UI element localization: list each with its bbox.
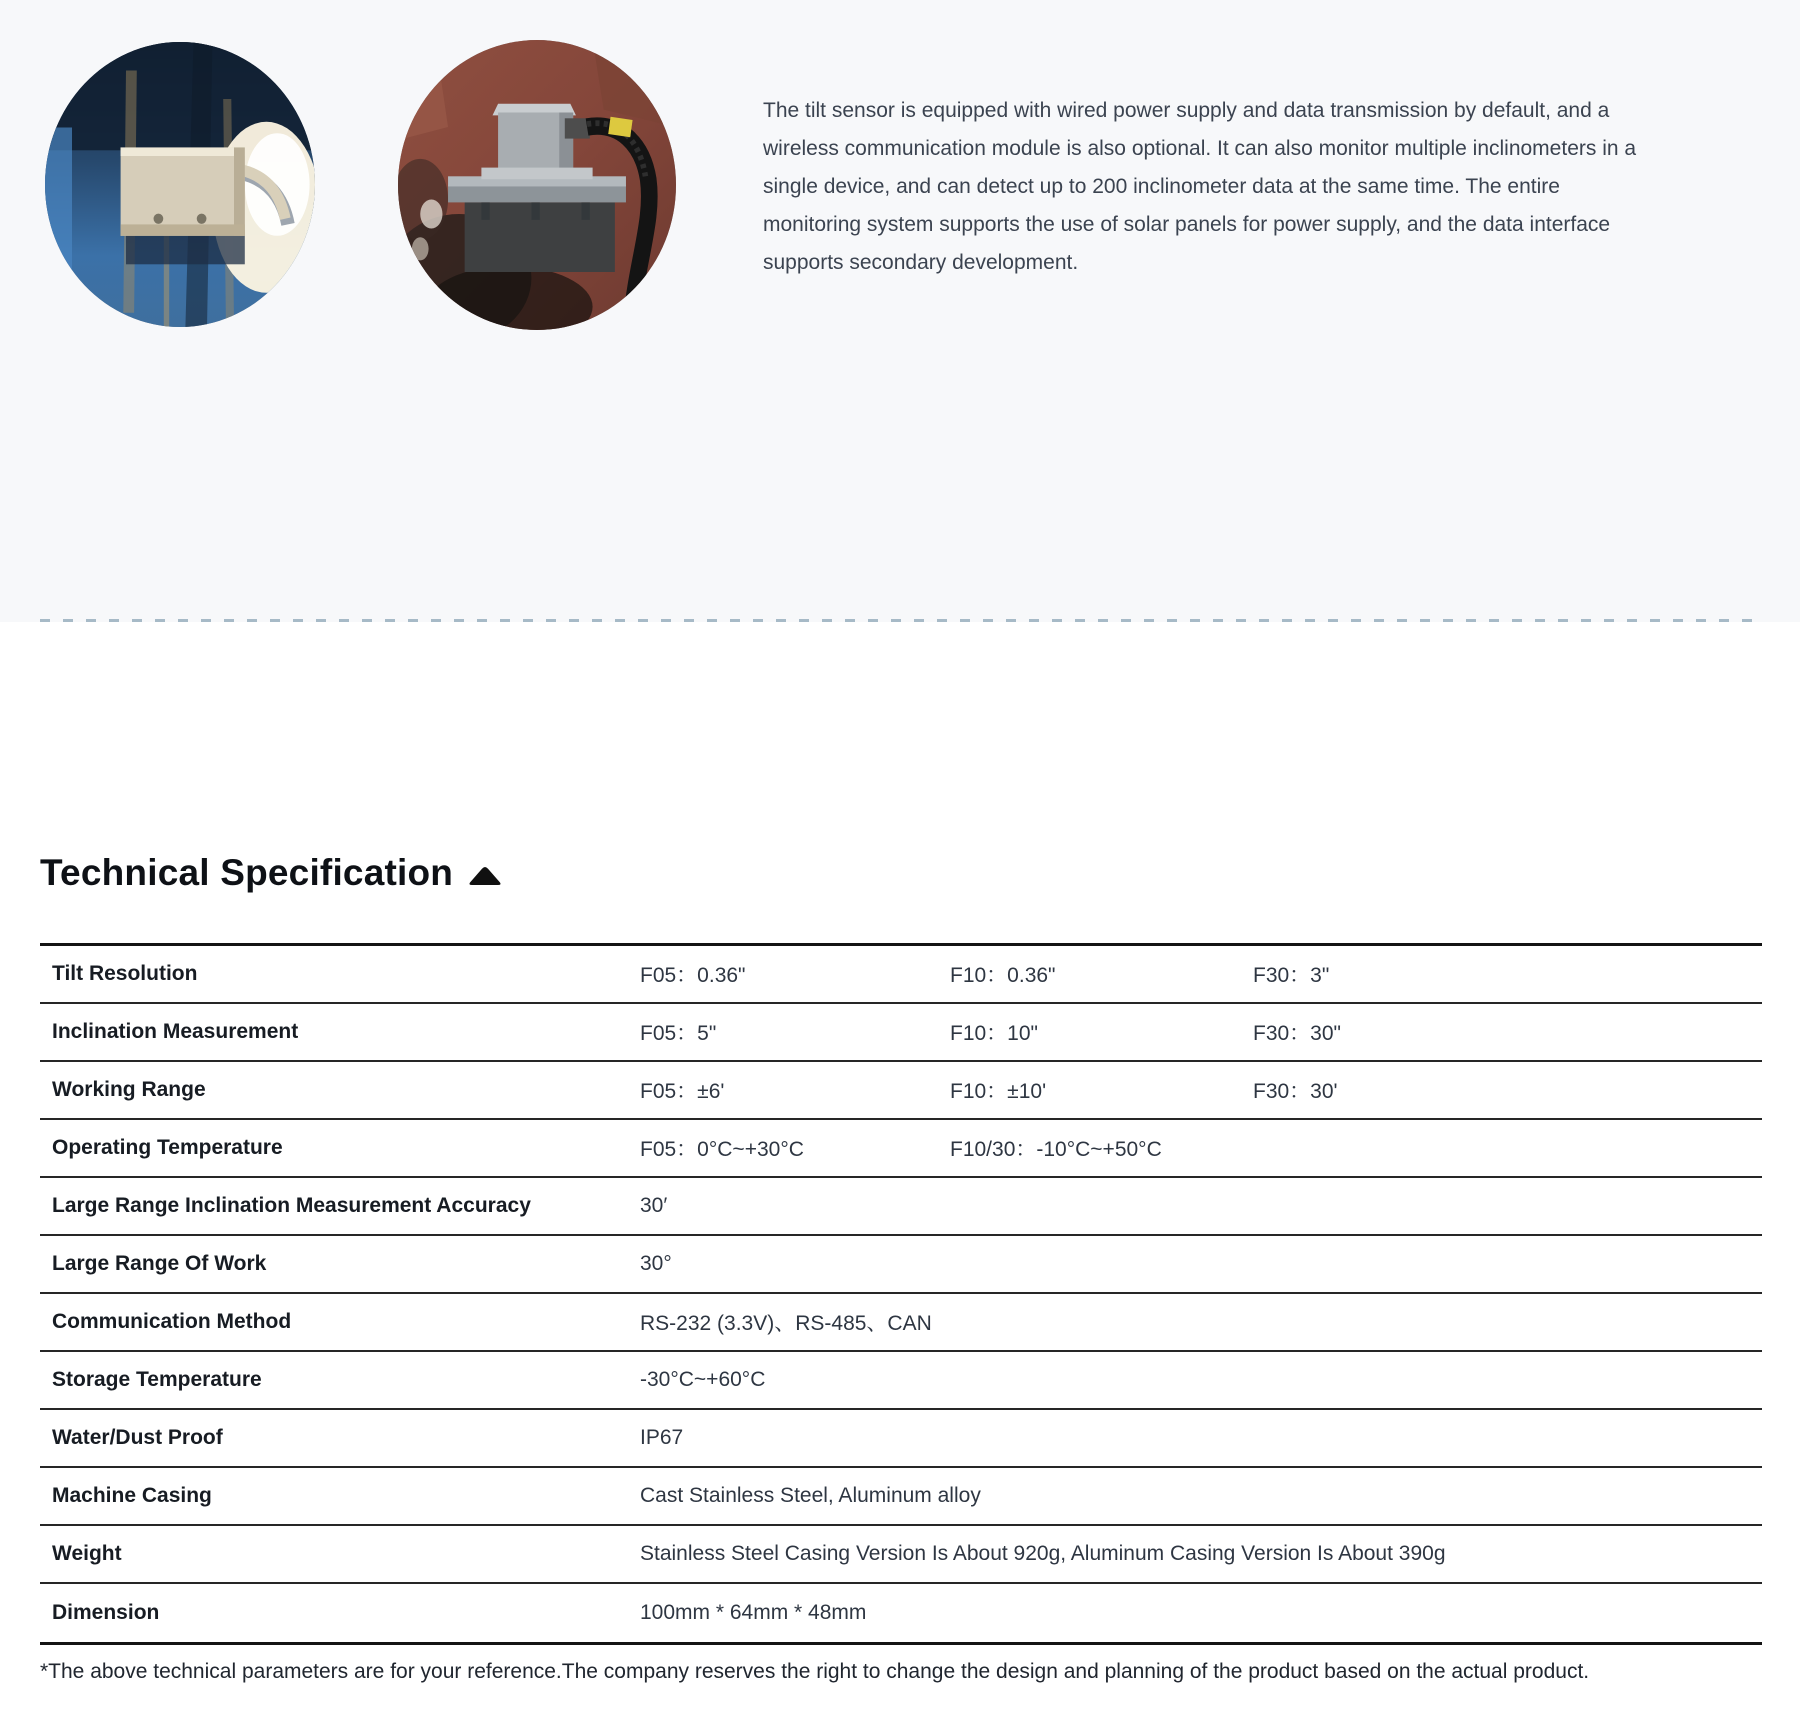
- spec-label: Weight: [52, 1542, 122, 1565]
- spec-label: Large Range Inclination Measurement Accuracy: [52, 1194, 531, 1217]
- spec-value: F10：±10': [950, 1080, 1047, 1103]
- table-row: [40, 1584, 1762, 1642]
- spec-value: IP67: [640, 1426, 684, 1449]
- table-row: [40, 1120, 1762, 1178]
- table-row: [40, 1468, 1762, 1526]
- spec-label: Working Range: [52, 1078, 206, 1101]
- table-row: [40, 1352, 1762, 1410]
- spec-label: Storage Temperature: [52, 1368, 262, 1391]
- spec-value: -30°C~+60°C: [640, 1368, 766, 1391]
- spec-value: 30′: [640, 1194, 668, 1217]
- spec-value: 30°: [640, 1252, 672, 1275]
- dashed-divider: [40, 619, 1762, 622]
- spec-label: Dimension: [52, 1601, 160, 1624]
- spec-value: RS-232 (3.3V)、RS-485、CAN: [640, 1312, 932, 1335]
- spec-value: Cast Stainless Steel, Aluminum alloy: [640, 1484, 981, 1507]
- spec-value: F05：5": [640, 1022, 717, 1045]
- disclaimer-footnote: *The above technical parameters are for your reference.The company reserves the right to change the design and planning of the product based on the actual product.: [40, 1660, 1590, 1683]
- spec-value: Stainless Steel Casing Version Is About 920g, Aluminum Casing Version Is About 390g: [640, 1542, 1446, 1565]
- table-row: [40, 1236, 1762, 1294]
- triangle-up-icon[interactable]: [467, 865, 503, 887]
- table-row: [40, 1410, 1762, 1468]
- spec-label: Large Range Of Work: [52, 1252, 267, 1275]
- spec-value: F05：±6': [640, 1080, 725, 1103]
- hero-section: [0, 0, 1800, 622]
- specification-table: [40, 943, 1762, 1645]
- spec-label: Inclination Measurement: [52, 1020, 299, 1043]
- blue-wall-photo-illustration: [45, 42, 315, 327]
- table-row: [40, 1004, 1762, 1062]
- spec-value: F30：3": [1253, 964, 1330, 987]
- rust-wall-photo-illustration: [398, 40, 676, 330]
- spec-label: Tilt Resolution: [52, 962, 198, 985]
- spec-value: F10：10": [950, 1022, 1038, 1045]
- section-title: Technical Specification: [40, 852, 454, 893]
- spec-label: Machine Casing: [52, 1484, 212, 1507]
- spec-value: F30：30": [1253, 1022, 1341, 1045]
- technical-specification-header[interactable]: [40, 852, 503, 894]
- hero-description: The tilt sensor is equipped with wired power supply and data transmission by default, and a wireless communication module is also optional. It can also monitor multiple inclinometers in a single device, and can detect up to 200 inclinometer data at the same time. The entire monitoring system supports the use of solar panels for power supply, and the data interface supports secondary development.: [763, 99, 1637, 274]
- spec-value: F05：0°C~+30°C: [640, 1138, 804, 1161]
- table-row: [40, 1178, 1762, 1236]
- table-row: [40, 946, 1762, 1004]
- spec-label: Water/Dust Proof: [52, 1426, 223, 1449]
- table-row: [40, 1526, 1762, 1584]
- product-photo-blue-wall: [45, 42, 315, 327]
- spec-label: Communication Method: [52, 1310, 292, 1333]
- table-row: [40, 1062, 1762, 1120]
- spec-value: F10：0.36": [950, 964, 1056, 987]
- spec-label: Operating Temperature: [52, 1136, 283, 1159]
- spec-value: F10/30：-10°C~+50°C: [950, 1138, 1162, 1161]
- spec-value: F30：30': [1253, 1080, 1338, 1103]
- product-photo-rust-wall: [398, 40, 676, 330]
- spec-value: F05：0.36": [640, 964, 746, 987]
- table-row: [40, 1294, 1762, 1352]
- spec-value: 100mm * 64mm * 48mm: [640, 1601, 867, 1624]
